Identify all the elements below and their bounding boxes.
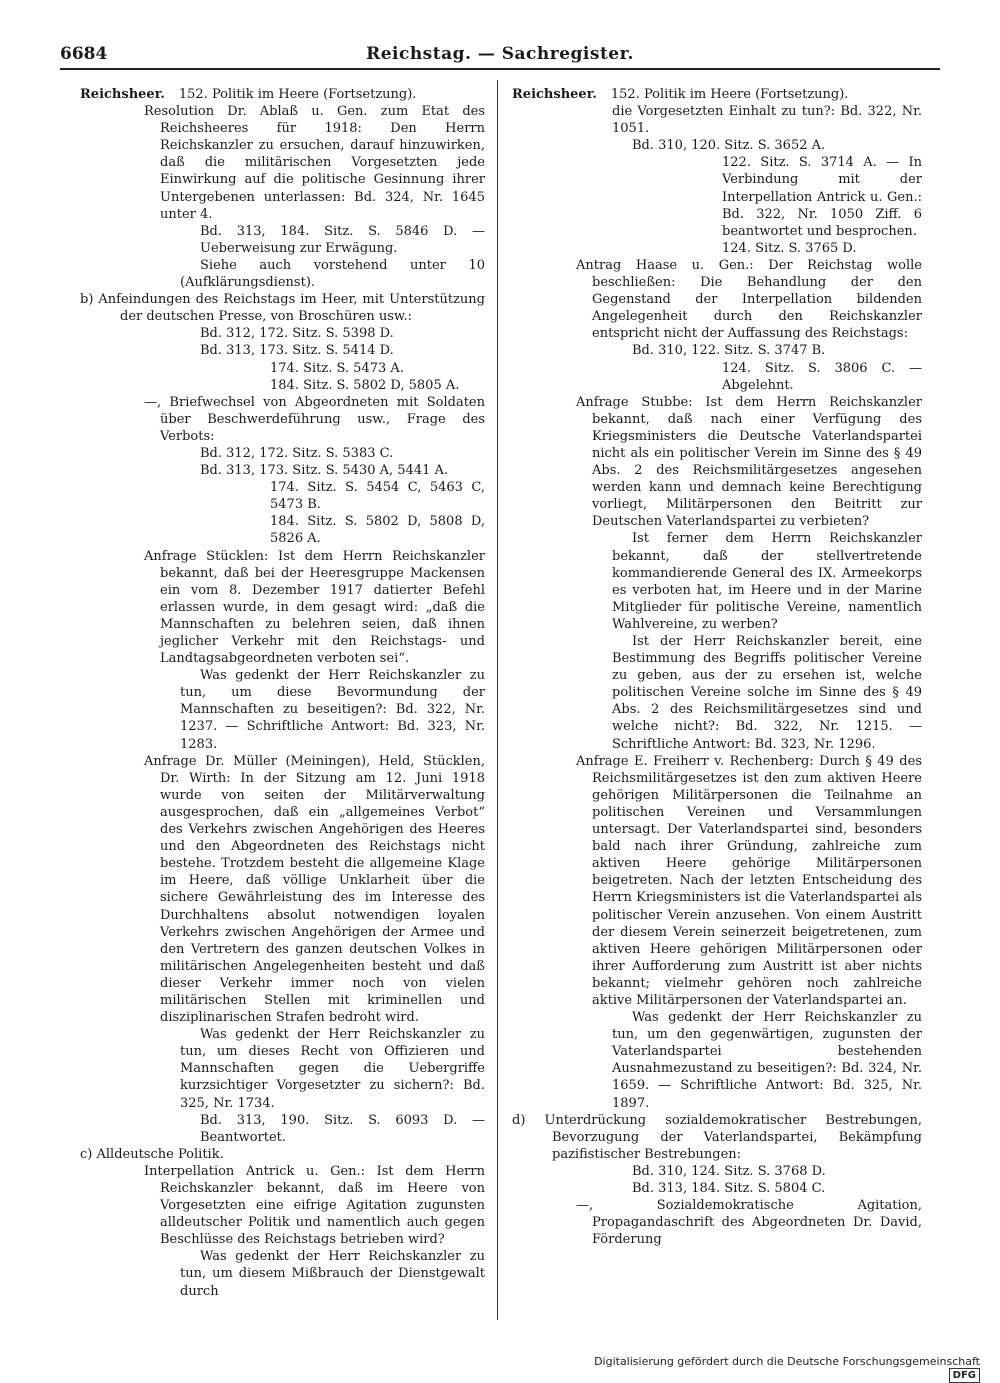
reference: Bd. 313, 184. Sitz. S. 5846 D. — Ueberweisung zur Erwägung.: [200, 223, 485, 256]
section-entry: c) Alldeutsche Politik.: [80, 1146, 224, 1162]
entry: Ist ferner dem Herrn Reichskanzler bekannt, daß der stellvertretende kommandierende General des IX. Armeekorps es verboten hat, im Heere und in der Marine Mitglieder für politische Vereine, namentlich Wahlvereine, zu werben?: [612, 531, 922, 632]
entry: Was gedenkt der Herr Reichskanzler zu tun, um diesem Mißbrauch der Dienstgewalt durch: [180, 1249, 485, 1299]
entry: Was gedenkt der Herr Reichskanzler zu tun, um den gegenwärtigen, zugunsten der Vaterlandspartei bestehenden Ausnahmezustand zu beseitigen?: Bd. 324, Nr. 1659. — Schriftliche Antwort: Bd. 325, Nr. 1897.: [612, 1010, 922, 1111]
reference: 174. Sitz. S. 5454 C, 5463 C, 5473 B.: [270, 480, 485, 513]
entry: —, Briefwechsel von Abgeordneten mit Soldaten über Beschwerdeführung usw., Frage des Verbots:: [144, 394, 485, 444]
reference: Bd. 312, 172. Sitz. S. 5383 C.: [200, 445, 394, 461]
entry: Anfrage Dr. Müller (Meiningen), Held, Stücklen, Dr. Wirth: In der Sitzung am 12. Juni 1918 wurde von seiten der Militärverwaltung ausgesprochen, daß ein „allgemeines Verbot“ des Verkehrs zwischen Angehörigen des Heeres und den Abgeordneten des Reichstags nicht bestehe. Trotzdem besteht die allgemeine Klage im Heere, daß völlige Unklarheit über die sichere Gewährleistung des im Interesse des Durchhaltens absolut notwendigen loyalen Verkehrs zwischen Angehörigen der Armee und den Vertretern des ganzen deutschen Volkes in militärischen Angelegenheiten besteht und daß dieser Verkehr immer noch von vielen militärischen Stellen mit kriminellen und disziplinarischen Strafen bedroht wird.: [144, 753, 485, 1026]
heading-word: Reichsheer.: [512, 87, 597, 102]
entry: Interpellation Antrick u. Gen.: Ist dem Herrn Reichskanzler bekannt, daß im Heere von Vorgesetzten eine eifrige Agitation zugunsten alldeutscher Politik und namentlich auch gegen Beschlüsse des Reichstags betrieben wird?: [144, 1163, 485, 1248]
reference: 174. Sitz. S. 5473 A.: [270, 360, 404, 376]
reference: Bd. 313, 173. Sitz. S. 5430 A, 5441 A.: [200, 463, 449, 479]
reference: 124. Sitz. S. 3765 D.: [722, 240, 857, 256]
reference: 184. Sitz. S. 5802 D, 5808 D, 5826 A.: [270, 514, 485, 547]
reference: Bd. 310, 122. Sitz. S. 3747 B.: [632, 343, 826, 359]
reference: Bd. 310, 124. Sitz. S. 3768 D.: [632, 1163, 826, 1179]
entry: Was gedenkt der Herr Reichskanzler zu tun, um diese Bevormundung der Mannschaften zu beseitigen?: Bd. 322, Nr. 1237. — Schriftliche Antwort: Bd. 323, Nr. 1283.: [180, 668, 485, 752]
section-entry: b) Anfeindungen des Reichstags im Heer, mit Unterstützung der deutschen Presse, von Broschüren usw.:: [80, 292, 485, 325]
reference: Bd. 313, 173. Sitz. S. 5414 D.: [200, 343, 394, 359]
entry: Anfrage E. Freiherr v. Rechenberg: Durch § 49 des Reichsmilitärgesetzes ist den zum aktiven Heere gehörigen Militärpersonen die Teilnahme an politischen Vereinen und Versammlungen untersagt. Der Vaterlandspartei sind, besonders bald nach ihrer Gründung, zahlreiche zum aktiven Heere gehörige Militärpersonen beigetreten. Nach der letzten Entscheidung des Herrn Kriegsministers ist die Vaterlandspartei als politischer Verein anzusehen. Von einem Austritt der diesem Verein seinerzeit beigetretenen, zum aktiven Heere gehörigen Militärpersonen oder ihrer Aufforderung zum Austritt ist aber nichts bekannt; vielmehr gehören noch zahlreiche aktive Militärpersonen der Vaterlandspartei an.: [576, 753, 922, 1008]
heading-subject: 152. Politik im Heere (Fortsetzung).: [610, 87, 849, 102]
left-column: [80, 86, 485, 1300]
entry: die Vorgesetzten Einhalt zu tun?: Bd. 322, Nr. 1051.: [612, 104, 922, 137]
entry: Anfrage Stubbe: Ist dem Herrn Reichskanzler bekannt, daß nach einer Verfügung des Kriegsministers die Deutsche Vaterlandspartei nicht als ein politischer Verein im Sinne des § 49 Abs. 2 des Reichsmilitärgesetzes angesehen werden kann und demnach keine Berechtigung vorliegt, Militärpersonen den Beitritt zur Deutschen Vaterlandspartei zu verbieten?: [576, 394, 922, 530]
entry: Anfrage Stücklen: Ist dem Herrn Reichskanzler bekannt, daß bei der Heeresgruppe Mackensen ein vom 8. Dezember 1917 datierter Befehl erlassen wurde, in dem gesagt wird: „daß die Mannschaften zu belehren seien, daß ihnen jeglicher Verkehr mit den Reichstags- und Landtagsabgeordneten verboten sei“.: [144, 548, 485, 667]
column-heading: [80, 86, 485, 103]
page-number: 6684: [60, 44, 108, 64]
entry: Ist der Herr Reichskanzler bereit, eine Bestimmung des Begriffs politischer Vereine zu geben, aus der zu ersehen ist, welche politischen Vereine solche im Sinne des § 49 Abs. 2 des Reichsmilitärgesetzes sind und welche nicht?: Bd. 322, Nr. 1215. — Schriftliche Antwort: Bd. 323, Nr. 1296.: [612, 634, 922, 752]
column-heading: [512, 86, 922, 103]
column-divider: [497, 80, 498, 1320]
dfg-logo-icon: DFG: [949, 1368, 980, 1383]
reference: Bd. 313, 190. Sitz. S. 6093 D. — Beantwortet.: [200, 1112, 485, 1145]
running-head: Reichstag. — Sachregister.: [366, 44, 634, 64]
entry: —, Sozialdemokratische Agitation, Propagandaschrift des Abgeordneten Dr. David, Förderung: [576, 1198, 922, 1248]
heading-word: Reichsheer.: [80, 87, 165, 102]
right-column: [512, 86, 922, 1248]
reference: Bd. 310, 120. Sitz. S. 3652 A.: [632, 138, 826, 154]
entry: Resolution Dr. Ablaß u. Gen. zum Etat des Reichsheeres für 1918: Den Herrn Reichskanzler zu ersuchen, darauf hinzuwirken, daß die militärischen Vorgesetzten jede Einwirkung auf die politische Gesinnung ihrer Untergebenen unterlassen: Bd. 324, Nr. 1645 unter 4.: [144, 104, 485, 222]
footer-credit: Digitalisierung gefördert durch die Deutsche Forschungsgemeinschaft: [594, 1355, 980, 1368]
entry: Antrag Haase u. Gen.: Der Reichstag wolle beschließen: Die Behandlung der den Gegenstand der Interpellation bildenden Angelegenheit durch den Reichskanzler entspricht nicht der Auffassung des Reichstags:: [576, 257, 922, 342]
reference: 122. Sitz. S. 3714 A. — In Verbindung mit der Interpellation Antrick u. Gen.: Bd. 322, Nr. 1050 Ziff. 6 beantwortet und besprochen.: [722, 155, 922, 239]
footer: [580, 1355, 980, 1383]
reference: 184. Sitz. S. 5802 D, 5805 A.: [270, 377, 460, 393]
heading-subject: 152. Politik im Heere (Fortsetzung).: [178, 87, 417, 102]
entry: Siehe auch vorstehend unter 10 (Aufklärungsdienst).: [180, 257, 485, 291]
reference: Bd. 312, 172. Sitz. S. 5398 D.: [200, 326, 394, 342]
reference: Bd. 313, 184. Sitz. S. 5804 C.: [632, 1181, 826, 1196]
page-header: [60, 40, 940, 70]
reference: 124. Sitz. S. 3806 C. — Abgelehnt.: [722, 360, 922, 393]
section-entry: d) Unterdrückung sozialdemokratischer Bestrebungen, Bevorzugung der Vaterlandspartei, Bekämpfung pazifistischer Bestrebungen:: [512, 1112, 922, 1162]
entry: Was gedenkt der Herr Reichskanzler zu tun, um dieses Recht von Offizieren und Mannschaften gegen die Uebergriffe kurzsichtiger Vorgesetzter zu sichern?: Bd. 325, Nr. 1734.: [180, 1027, 485, 1111]
